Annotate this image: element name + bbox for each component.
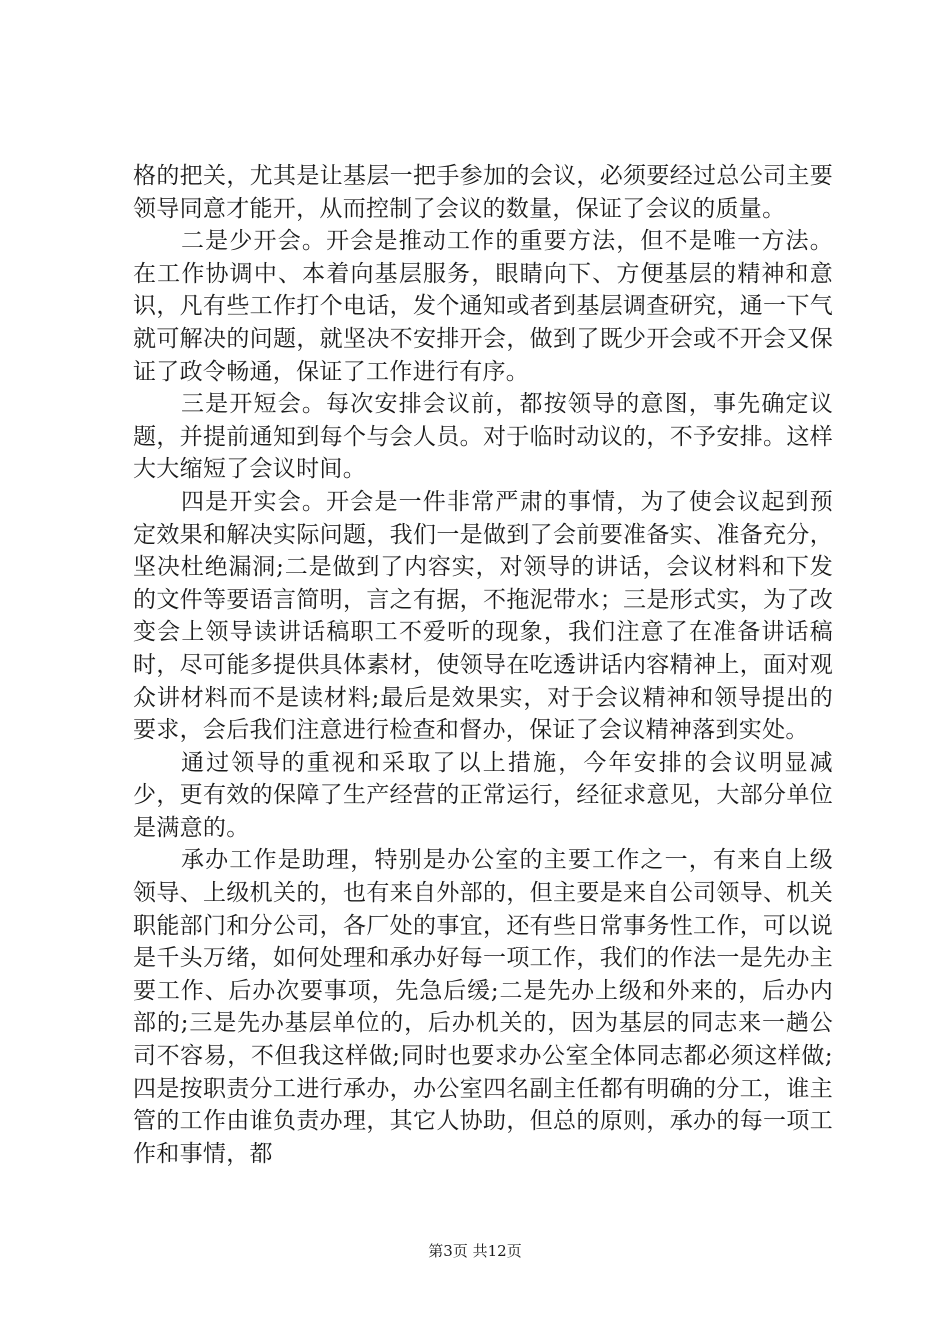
paragraph-short-meetings: 三是开短会。每次安排会议前，都按领导的意图，事先确定议题，并提前通知到每个与会人员。对于临时动议的，不予安排。这样大大缩短了会议时间。: [133, 391, 833, 483]
paragraph-practical-meetings: 四是开实会。开会是一件非常严肃的事情，为了使会议起到预定效果和解决实际问题，我们一是做到了会前要准备实、准备充分，坚决杜绝漏洞;二是做到了内容实，对领导的讲话，会议材料和下发的文件等要语言简明，言之有据，不拖泥带水；三是形式实，为了改变会上领导读讲话稿职工不爱听的现象，我们注意了在准备讲话稿时，尽可能多提供具体素材，使领导在吃透讲话内容精神上，面对观众讲材料而不是读材料;最后是效果实，对于会议精神和领导提出的要求，会后我们注意进行检查和督办，保证了会议精神落到实处。: [133, 488, 833, 744]
paragraph-results: 通过领导的重视和采取了以上措施，今年安排的会议明显减少，更有效的保障了生产经营的正常运行，经征求意见，大部分单位是满意的。: [133, 749, 833, 841]
paragraph-undertaking-work: 承办工作是助理，特别是办公室的主要工作之一，有来自上级领导、上级机关的，也有来自外部的，但主要是来自公司领导、机关职能部门和分公司，各厂处的事宜，还有些日常事务性工作，可以说是千头万绪，如何处理和承办好每一项工作，我们的作法一是先办主要工作、后办次要事项，先急后缓;二是先办上级和外来的，后办内部的;三是先办基层单位的，后办机关的，因为基层的同志来一趟公司不容易，不但我这样做;同时也要求办公室全体同志都必须这样做;四是按职责分工进行承办，办公室四名副主任都有明确的分工，谁主管的工作由谁负责办理，其它人协助，但总的原则，承办的每一项工作和事情，都: [133, 847, 833, 1167]
paragraph-fewer-meetings: 二是少开会。开会是推动工作的重要方法，但不是唯一方法。在工作协调中、本着向基层服务，眼睛向下、方便基层的精神和意识，凡有些工作打个电话，发个通知或者到基层调查研究，通一下气就可解决的问题，就坚决不安排开会，做到了既少开会或不开会又保证了政令畅通，保证了工作进行有序。: [133, 228, 833, 385]
document-body: [133, 160, 833, 1170]
page-footer: 第3页 共12页: [428, 1242, 522, 1260]
paragraph-continuation: 格的把关，尤其是让基层一把手参加的会议，必须要经过总公司主要领导同意才能开，从而控制了会议的数量，保证了会议的质量。: [133, 163, 833, 222]
